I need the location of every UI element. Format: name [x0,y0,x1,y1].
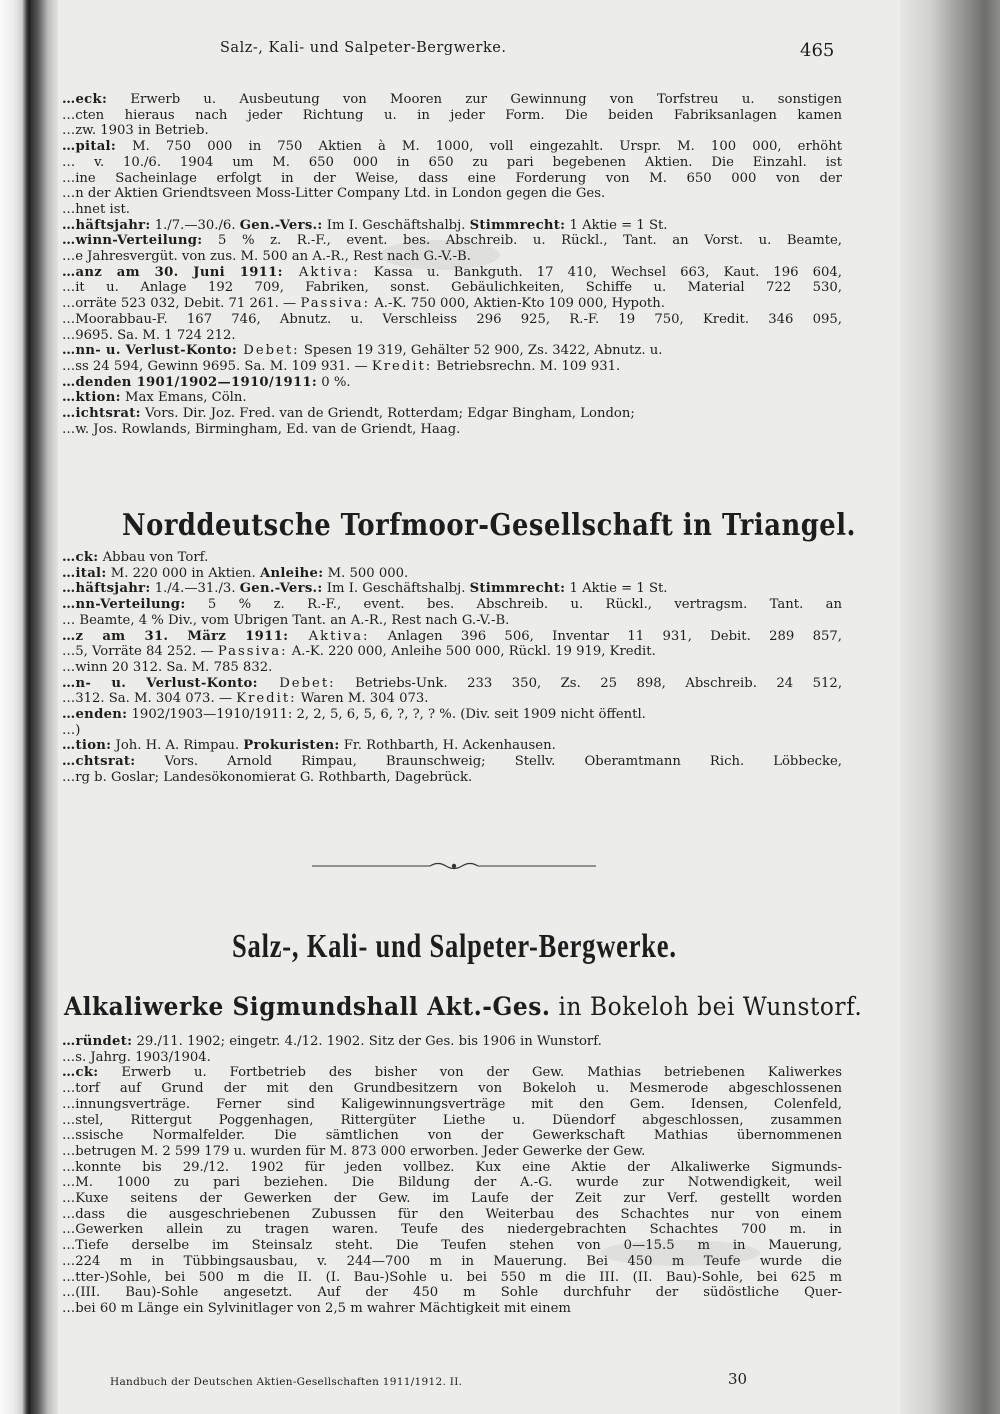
spaced-label: Kredit: [236,691,297,707]
text-line [62,738,842,754]
field-value: …konnte bis 29./12. 1902 für jeden vollbez. Kux eine Aktie der Alkaliwerke Sigmunds- [62,1159,842,1175]
text-line [62,359,842,375]
field-value: …) [62,722,81,738]
field-value: …hnet ist. [62,201,130,217]
field-value: …torf auf Grund der mit den Grundbesitzern von Bokeloh u. Mesmerode abgeschlossenen [62,1081,842,1097]
text-line [62,707,842,723]
field-value: Im I. Geschäftshalbj. [322,217,470,233]
field-value: …bei 60 m Länge ein Sylvinitlager von 2,5 m wahrer Mächtigkeit mit einem [62,1300,571,1316]
field-value: …ssische Normalfelder. Die sämtlichen von der Gewerkschaft Mathias übernommenen [62,1128,842,1144]
field-value: Kassa u. Bankguth. 17 410, Wechsel 663, Kaut. 196 604, [359,264,842,280]
field-value: Anlagen 396 506, Inventar 11 931, Debit. 289 857, [369,628,842,644]
field-label: …nn-Verteilung: [62,597,186,613]
text-line [62,597,842,613]
text-line [62,691,842,707]
text-line [62,296,842,312]
page-edge-stack [900,0,1000,1414]
text-line [62,1175,842,1191]
field-value: Fr. Rothbarth, H. Ackenhausen. [339,738,556,754]
text-line [62,770,842,786]
text-line [62,422,842,438]
field-value: …Gewerken allein zu tragen waren. Teufe des niedergebrachten Schachtes 700 m. in [62,1222,842,1238]
field-value: 29./11. 1902; eingetr. 4./12. 1902. Sitz der Ges. bis 1906 in Wunstorf. [132,1034,602,1049]
text-line [62,139,842,155]
field-label: …n- u. Verlust-Konto: [62,675,258,691]
field-label: …häftsjahr: [62,217,151,233]
print-smudge [600,1240,760,1266]
field-value: …it u. Anlage 192 709, Fabriken, sonst. Gebäulichkeiten, Schiffe u. Material 722 530, [62,280,842,296]
text-line [62,723,842,739]
field-value: Waren M. 304 073. [296,691,429,707]
field-value: …w. Jos. Rowlands, Birmingham, Ed. van de Griendt, Haag. [62,421,461,437]
entry-sigmundshall [62,1034,842,1317]
field-value: …ine Sacheinlage erfolgt in der Weise, dass eine Forderung von M. 650 000 von der [62,170,842,186]
text-line [62,644,842,660]
field-value: …9695. Sa. M. 1 724 212. [62,327,236,343]
field-label: …häftsjahr: [62,581,151,597]
text-line [62,1081,842,1097]
page-gutter [30,0,58,1414]
text-line [62,629,842,645]
footer-signature: 30 [728,1370,748,1388]
text-line [62,280,842,296]
field-value: Betriebs-Unk. 233 350, Zs. 25 898, Abschreib. 24 512, [335,675,842,691]
text-line [62,676,842,692]
text-line [62,1270,842,1286]
field-value: M. 750 000 in 750 Aktien à M. 1000, voll eingezahlt. Urspr. M. 100 000, erhöht [116,139,842,155]
company-heading-sigmundshall [64,992,862,1021]
text-line [62,754,842,770]
field-value: …orräte 523 032, Debit. 71 261. — [62,296,301,312]
text-line [62,92,842,108]
text-line [62,123,842,139]
text-line [62,660,842,676]
field-value: …224 m in Tübbingsausbau, v. 244—700 m in Mauerung. Bei 450 m Teufe wurde die [62,1253,842,1269]
text-line [62,1285,842,1301]
field-value: …n der Aktien Griendtsveen Moss-Litter Company Ltd. in London gegen die Ges. [62,186,606,202]
field-label: …anz am 30. Juni 1911: [62,264,283,280]
text-line [62,1113,842,1129]
field-value: …s. Jahrg. 1903/1904. [62,1049,211,1065]
field-value: …winn 20 312. Sa. M. 785 832. [62,659,273,675]
binding-shadow [0,0,30,1414]
field-value: …dass die ausgeschriebenen Zubussen für den Weiterbau des Schachtes nur von einem [62,1206,842,1222]
spaced-label: Passiva: [300,296,371,312]
field-value: 1 Aktie = 1 St. [565,581,668,597]
field-value: Abbau von Torf. [98,550,209,565]
entry-torfmoor [62,550,842,786]
text-line [62,1065,842,1081]
field-label: …tion: [62,738,112,754]
field-label: …ktion: [62,390,121,406]
field-label: …chtsrat: [62,754,136,770]
field-label: …ichtsrat: [62,406,141,422]
text-line [62,1034,842,1050]
field-label: …ck: [62,550,99,565]
field-label: …ründet: [62,1034,133,1049]
text-line [62,1207,842,1223]
company-name: Alkaliwerke Sigmundshall Akt.-Ges. [64,992,551,1021]
field-label: …denden 1901/1902—1910/1911: [62,374,318,390]
text-line [62,328,842,344]
field-value: …5, Vorräte 84 252. — [62,644,218,660]
text-line [62,1191,842,1207]
section-heading: Salz-, Kali- und Salpeter-Bergwerke. [232,928,677,965]
field-value: …Moorabbau-F. 167 746, Abnutz. u. Verschleiss 296 925, R.-F. 19 750, Kredit. 346 095, [62,311,842,327]
text-line [62,1222,842,1238]
field-value: Vors. Arnold Rimpau, Braunschweig; Stellv. Oberamtmann Rich. Löbbecke, [135,754,842,770]
field-value: A.-K. 220 000, Anleihe 500 000, Rückl. 19 919, Kredit. [287,644,656,660]
field-value: …rg b. Goslar; Landesökonomierat G. Rothbarth, Dagebrück. [62,769,473,785]
company-heading-torfmoor: Norddeutsche Torfmoor-Gesellschaft in Triangel. [122,508,857,543]
field-value: …e Jahresvergüt. von zus. M. 500 an A.-R., Rest nach G.-V.-B. [62,249,471,265]
field-value: …312. Sa. M. 304 073. — [62,691,237,707]
text-line [62,155,842,171]
text-line [62,171,842,187]
field-value: Betriebsrechn. M. 109 931. [432,358,621,374]
field-value: Joh. H. A. Rimpau. [111,738,244,754]
field-label: Anleihe: [259,565,324,581]
field-label: …nn- u. Verlust-Konto: [62,343,238,359]
field-value: Max Emans, Cöln. [120,390,247,406]
spaced-label: Passiva: [217,644,288,660]
field-value: …tter-)Sohle, bei 500 m die II. (I. Bau-)Sohle u. bei 550 m die III. (II. Bau)-Sohle, bei 625 m [62,1269,842,1285]
field-label: …z am 31. März 1911: [62,628,289,644]
field-label: Stimmrecht: [469,217,566,233]
text-line [62,1050,842,1066]
field-value: …M. 1000 zu pari beziehen. Die Bildung der A.-G. wurde zur Notwendigkeit, weil [62,1175,842,1191]
field-value: 0 %. [317,374,351,390]
field-value: …betrugen M. 2 599 179 u. wurden für M. 873 000 erworben. Jeder Gewerke der Gew. [62,1143,646,1159]
text-line [62,581,842,597]
field-label: …enden: [62,707,128,723]
field-value: …(III. Bau)-Sohle angesetzt. Auf der 450 m Sohle durchfuhr der südöstliche Quer- [62,1285,842,1301]
field-value: M. 220 000 in Aktien. [106,565,260,581]
footer-source: Handbuch der Deutschen Aktien-Gesellschaften 1911/1912. II. [110,1376,463,1388]
field-value: …cten hieraus nach jeder Richtung u. in jeder Form. Die beiden Fabriksanlagen kamen [62,107,842,123]
ornament-divider-icon [312,860,596,872]
text-line [62,550,842,566]
field-label: Stimmrecht: [469,581,566,597]
field-value: Erwerb u. Ausbeutung von Mooren zur Gewinnung von Torfstreu u. sonstigen [107,92,842,107]
field-value: Im I. Geschäftshalbj. [322,581,470,597]
field-value: …Tiefe derselbe im Steinsalz steht. Die Teufen stehen von 0—15.5 m in Mauerung, [62,1238,842,1254]
field-value: 1 Aktie = 1 St. [565,217,668,233]
text-line [62,1144,842,1160]
spaced-label: Kredit: [371,358,433,374]
text-line [62,390,842,406]
page-number: 465 [800,40,835,61]
field-label: …eck: [62,92,108,107]
spaced-label: Debet: [237,343,300,359]
text-line [62,343,842,359]
field-label: Prokuristen: [243,738,340,754]
field-label: Gen.-Vers.: [239,581,323,597]
field-value: 1./7.—30./6. [150,217,240,233]
text-line [62,1301,842,1317]
text-line [62,186,842,202]
spaced-label: Aktiva: [288,628,370,644]
spaced-label: Debet: [257,675,336,691]
field-value: M. 500 000. [323,565,409,581]
field-value: 1902/1903—1910/1911: 2, 2, 5, 6, 5, 6, ?, ?, ? %. (Div. seit 1909 nicht öffentl. [127,707,646,723]
text-line [62,108,842,124]
running-head: Salz-, Kali- und Salpeter-Bergwerke. [220,40,507,56]
print-smudge [380,240,500,270]
text-line [62,202,842,218]
text-line [62,1097,842,1113]
field-value: 5 % z. R.-F., event. bes. Abschreib. u. Rückl., vertragsm. Tant. an [185,597,842,613]
text-line [62,1128,842,1144]
field-label: …ital: [62,565,107,581]
field-value: …ss 24 594, Gewinn 9695. Sa. M. 109 931. — [62,358,372,374]
field-value: Erwerb u. Fortbetrieb des bisher von der Gew. Mathias betriebenen Kaliwerkes [98,1065,842,1081]
field-label: Gen.-Vers.: [239,217,323,233]
text-line [62,375,842,391]
text-line [62,218,842,234]
text-line [62,566,842,582]
text-line [62,312,842,328]
field-label: …ck: [62,1065,99,1081]
field-value: 1./4.—31./3. [150,581,240,597]
company-location: in Bokeloh bei Wunstorf. [550,992,863,1021]
field-value: A.-K. 750 000, Aktien-Kto 109 000, Hypoth. [370,296,665,312]
field-label: …pital: [62,139,117,155]
spaced-label: Aktiva: [282,264,360,280]
field-value: … v. 10./6. 1904 um M. 650 000 in 650 zu pari begebenen Aktien. Die Einzahl. ist [62,154,842,170]
field-value: …innungsverträge. Ferner sind Kaligewinnungsverträge mit den Gem. Idensen, Colenfeld, [62,1096,842,1112]
field-value: Spesen 19 319, Gehälter 52 900, Zs. 3422, Abnutz. u. [299,343,663,359]
field-value: Vors. Dir. Joz. Fred. van de Griendt, Rotterdam; Edgar Bingham, London; [140,406,635,422]
field-value: …zw. 1903 in Betrieb. [62,123,209,139]
text-line [62,1160,842,1176]
field-value: … Beamte, 4 % Div., vom Übrigen Tant. an A.-R., Rest nach G.-V.-B. [62,612,510,628]
text-line [62,613,842,629]
field-label: …winn-Verteilung: [62,233,203,249]
text-line [62,406,842,422]
field-value: 5 % z. R.-F., event. bes. Abschreib. u. Rückl., Tant. an Vorst. u. Beamte, [202,233,842,249]
field-value: …stel, Rittergut Poggenhagen, Rittergüter Liethe u. Düendorf abgeschlossen, zusammen [62,1112,842,1128]
field-value: …Kuxe seitens der Gewerken der Gew. im Laufe der Zeit zur Verf. gestellt worden [62,1191,842,1207]
